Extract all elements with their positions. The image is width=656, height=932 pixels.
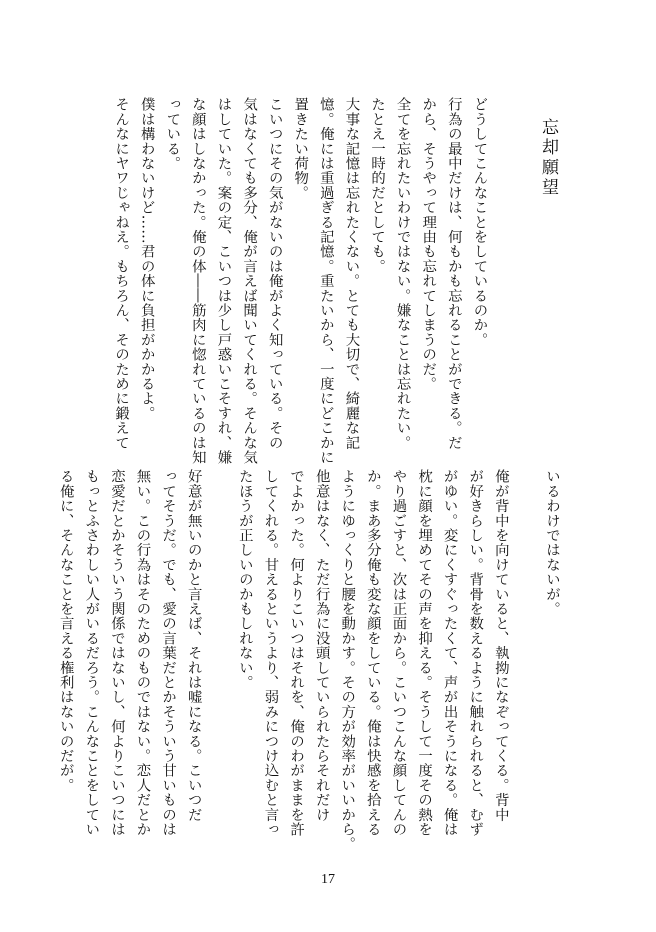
text-line: か。まあ多分俺も変な顔をしている。俺は快感を拾える [364, 469, 381, 837]
text-line: ようにゆっくりと腰を動かす。その方が効率がいいから。 [339, 469, 356, 852]
page-number: 17 [321, 872, 335, 887]
text-block-lower [57, 469, 564, 852]
text-line: 好意が無いのかと言えば、それは嘘になる。こいつだ [185, 469, 202, 822]
text-line: はしていた。案の定、こいつは少し戸惑いこそすれ、嫌 [215, 97, 232, 465]
text-line [206, 469, 232, 821]
text-line: 大事な記憶は忘れたくない。とても大切で、綺麗な記 [343, 97, 360, 450]
text-line: 全てを忘れたいわけではない。嫌なことは忘れたい。 [394, 97, 411, 450]
text-block-upper [92, 97, 517, 465]
text-line: たとえ一時的だとしても。 [369, 97, 386, 274]
text-line: そんなにヤワじゃねえ。もちろん、そのために鍛えて [113, 97, 130, 450]
text-line: る俺に、そんなことを言える権利はないのだが。 [57, 469, 74, 793]
text-line: いるわけではないが。 [544, 469, 560, 616]
text-line: から、そうやって理由も忘れてしまうのだ。 [420, 97, 437, 391]
text-line: 行為の最中だけは、何もかも忘れることができる。だ [445, 97, 462, 450]
text-line: っている。 [164, 97, 181, 171]
text-line: やり過ごすと、次は正面から。こいつこんな顔してんの [390, 469, 407, 837]
text-line: 他意はなく、ただ行為に没頭していられたらそれだけ [313, 469, 330, 822]
text-line: 恋愛だとかそういう関係ではないし、何よりこいつには [108, 469, 125, 837]
text-line: 気はなくても多分、俺が言えば聞いてくれる。そんな気 [241, 97, 258, 465]
text-line: ってそうだ。でも、愛の言葉だとかそういう甘いものは [160, 469, 177, 837]
text-line: どうしてこんなことをしているのか。 [471, 97, 488, 347]
text-line: 枕に顔を埋めてその声を抑える。そうして一度その熱を [416, 469, 433, 837]
text-line: が好きらしい。背骨を数えるように触れられると、むず [467, 469, 484, 837]
chapter-title: 忘却願望 [538, 118, 558, 198]
text-line: 置きたい荷物。 [292, 97, 309, 200]
text-line: してくれる。甘えるというより、弱みにつけ込むと言っ [262, 469, 279, 837]
text-line: 無い。この行為はそのためのものではない。恋人だとか [134, 469, 151, 837]
text-line: な顔はしなかった。俺の体――筋肉に惚れているのは知 [189, 97, 206, 465]
text-line: こいつにその気がないのは俺がよく知っている。その [266, 97, 283, 450]
text-line: 俺が背中を向けていると、執拗になぞってくる。背中 [492, 469, 509, 822]
text-line [491, 97, 517, 443]
text-line: がゆい。変にくすぐったくて、声が出そうになる。俺は [441, 469, 458, 837]
text-line: たほうが正しいのかもしれない。 [236, 469, 253, 690]
text-line: 僕は構わないけど……君の体に負担がかかるよ。 [138, 97, 155, 421]
text-line [513, 469, 539, 821]
text-line: でよかった。何よりこいつはそれを、俺のわがままを許 [288, 469, 305, 837]
text-line: もっとふさわしい人がいるだろう。こんなことをしてい [83, 469, 100, 837]
text-line: 憶。俺には重過ぎる記憶。重たいから、一度にどこかに [317, 97, 334, 465]
